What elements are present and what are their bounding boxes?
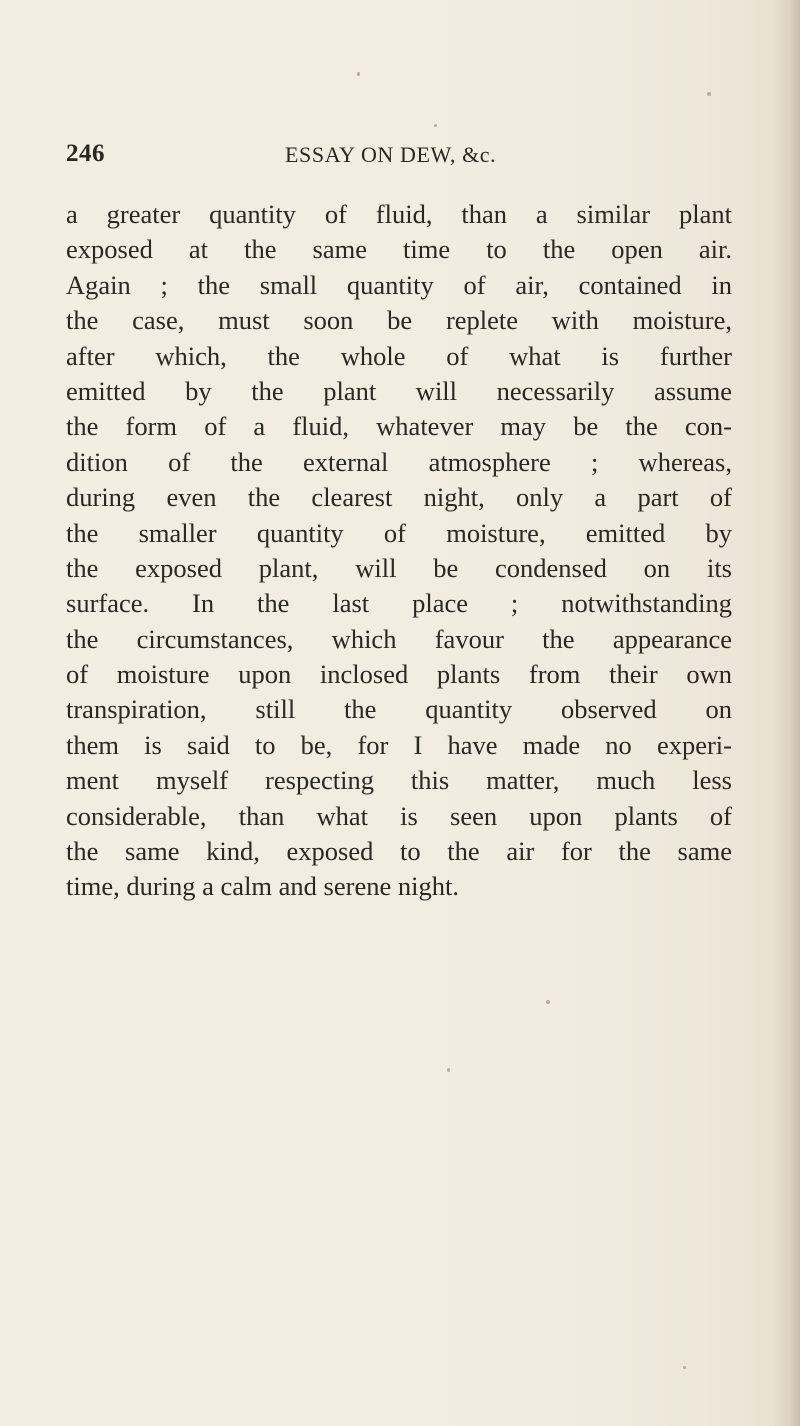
paper-speck <box>357 72 360 76</box>
paper-speck <box>546 1000 550 1004</box>
text-line: of moisture upon inclosed plants from their own <box>66 659 732 690</box>
text-line: time, during a calm and serene night. <box>66 871 459 902</box>
text-line: transpiration, still the quantity observed on <box>66 694 732 725</box>
text-line: during even the clearest night, only a part of <box>66 482 732 513</box>
paper-speck <box>447 1068 450 1072</box>
page-number: 246 <box>66 140 105 167</box>
text-line: after which, the whole of what is further <box>66 340 732 371</box>
text-line: the same kind, exposed to the air for the same <box>66 836 732 867</box>
paper-speck <box>683 1366 686 1369</box>
running-head <box>66 140 666 176</box>
text-line: dition of the external atmosphere ; whereas, <box>66 446 732 477</box>
text-line: the form of a fluid, whatever may be the con- <box>66 411 732 442</box>
text-line: exposed at the same time to the open air. <box>66 234 732 265</box>
text-line: them is said to be, for I have made no experi- <box>66 729 732 760</box>
text-line: the exposed plant, will be condensed on its <box>66 552 732 583</box>
text-line: the case, must soon be replete with moisture, <box>66 305 732 336</box>
text-line: a greater quantity of fluid, than a similar plant <box>66 199 732 229</box>
running-title: ESSAY ON DEW, &c. <box>285 142 497 167</box>
body-paragraph <box>66 197 732 905</box>
text-line: Again ; the small quantity of air, contained in <box>66 269 732 300</box>
page-edge-shadow <box>772 0 800 1426</box>
text-line: surface. In the last place ; notwithstanding <box>66 588 732 619</box>
text-line: the circumstances, which favour the appearance <box>66 623 732 654</box>
text-line: considerable, than what is seen upon plants of <box>66 800 732 831</box>
text-line: emitted by the plant will necessarily assume <box>66 375 732 406</box>
text-line: ment myself respecting this matter, much less <box>66 765 732 796</box>
paper-speck <box>707 92 711 96</box>
paper-speck <box>434 124 437 127</box>
text-line: the smaller quantity of moisture, emitted by <box>66 517 732 548</box>
